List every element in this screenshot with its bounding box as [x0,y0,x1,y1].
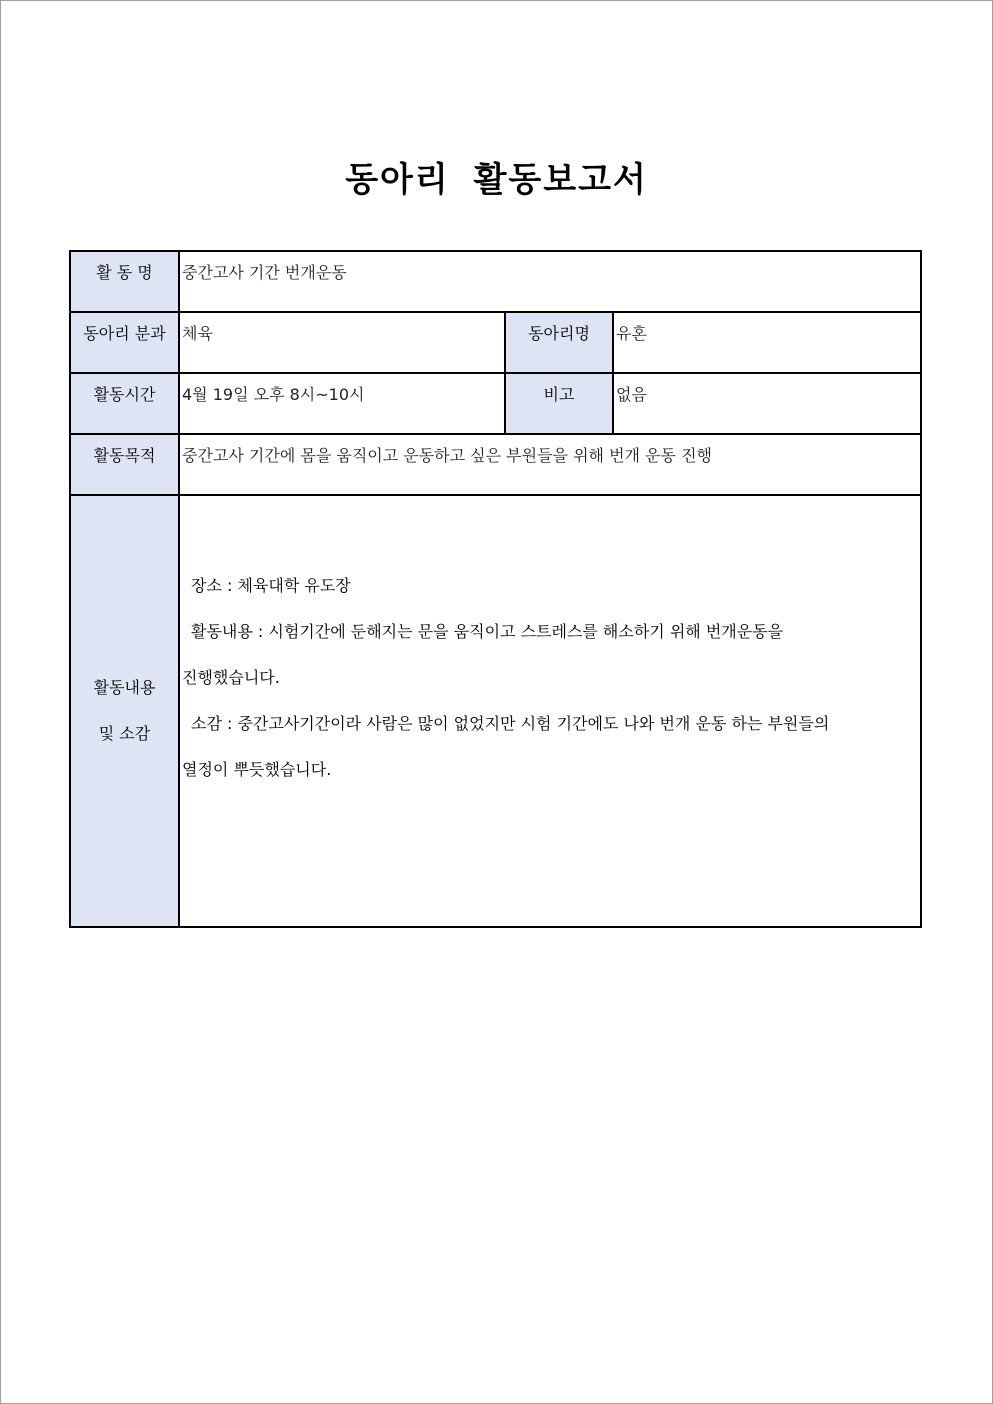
content-line-impression-cont: 열정이 뿌듯했습니다. [182,760,332,779]
club-name-value: 유혼 [613,312,921,373]
remarks-value: 없음 [613,373,921,434]
activity-name-value: 중간고사 기간 번개운동 [179,251,921,312]
club-name-label: 동아리명 [505,312,613,373]
time-value: 4월 19일 오후 8시~10시 [179,373,505,434]
content-value [179,495,921,927]
table-row-content [70,495,921,927]
remarks-label: 비고 [505,373,613,434]
report-table [69,250,922,928]
content-line-impression: 소감 : 중간고사기간이라 사람은 많이 없었지만 시험 기간에도 나와 번개 운동 하는 부원들의 [191,714,830,733]
table-row-purpose [70,434,921,495]
document-title: 동아리 활동보고서 [345,160,648,200]
content-body [182,563,914,793]
category-value: 체육 [179,312,505,373]
content-label-line2: 및 소감 [98,724,151,743]
category-label: 동아리 분과 [70,312,179,373]
content-line-activity-cont: 진행했습니다. [182,668,280,687]
content-line-location: 장소 : 체육대학 유도장 [191,576,351,595]
content-line-activity: 활동내용 : 시험기간에 둔해지는 문을 움직이고 스트레스를 해소하기 위해 번개운동을 [191,622,784,641]
table-row-time [70,373,921,434]
content-label-line1: 활동내용 [93,678,156,697]
purpose-label: 활동목적 [70,434,179,495]
table-row-activity-name [70,251,921,312]
purpose-value: 중간고사 기간에 몸을 움직이고 운동하고 싶은 부원들을 위해 번개 운동 진행 [179,434,921,495]
content-label [70,495,179,927]
table-row-category [70,312,921,373]
time-label: 활동시간 [70,373,179,434]
activity-name-label: 활 동 명 [70,251,179,312]
